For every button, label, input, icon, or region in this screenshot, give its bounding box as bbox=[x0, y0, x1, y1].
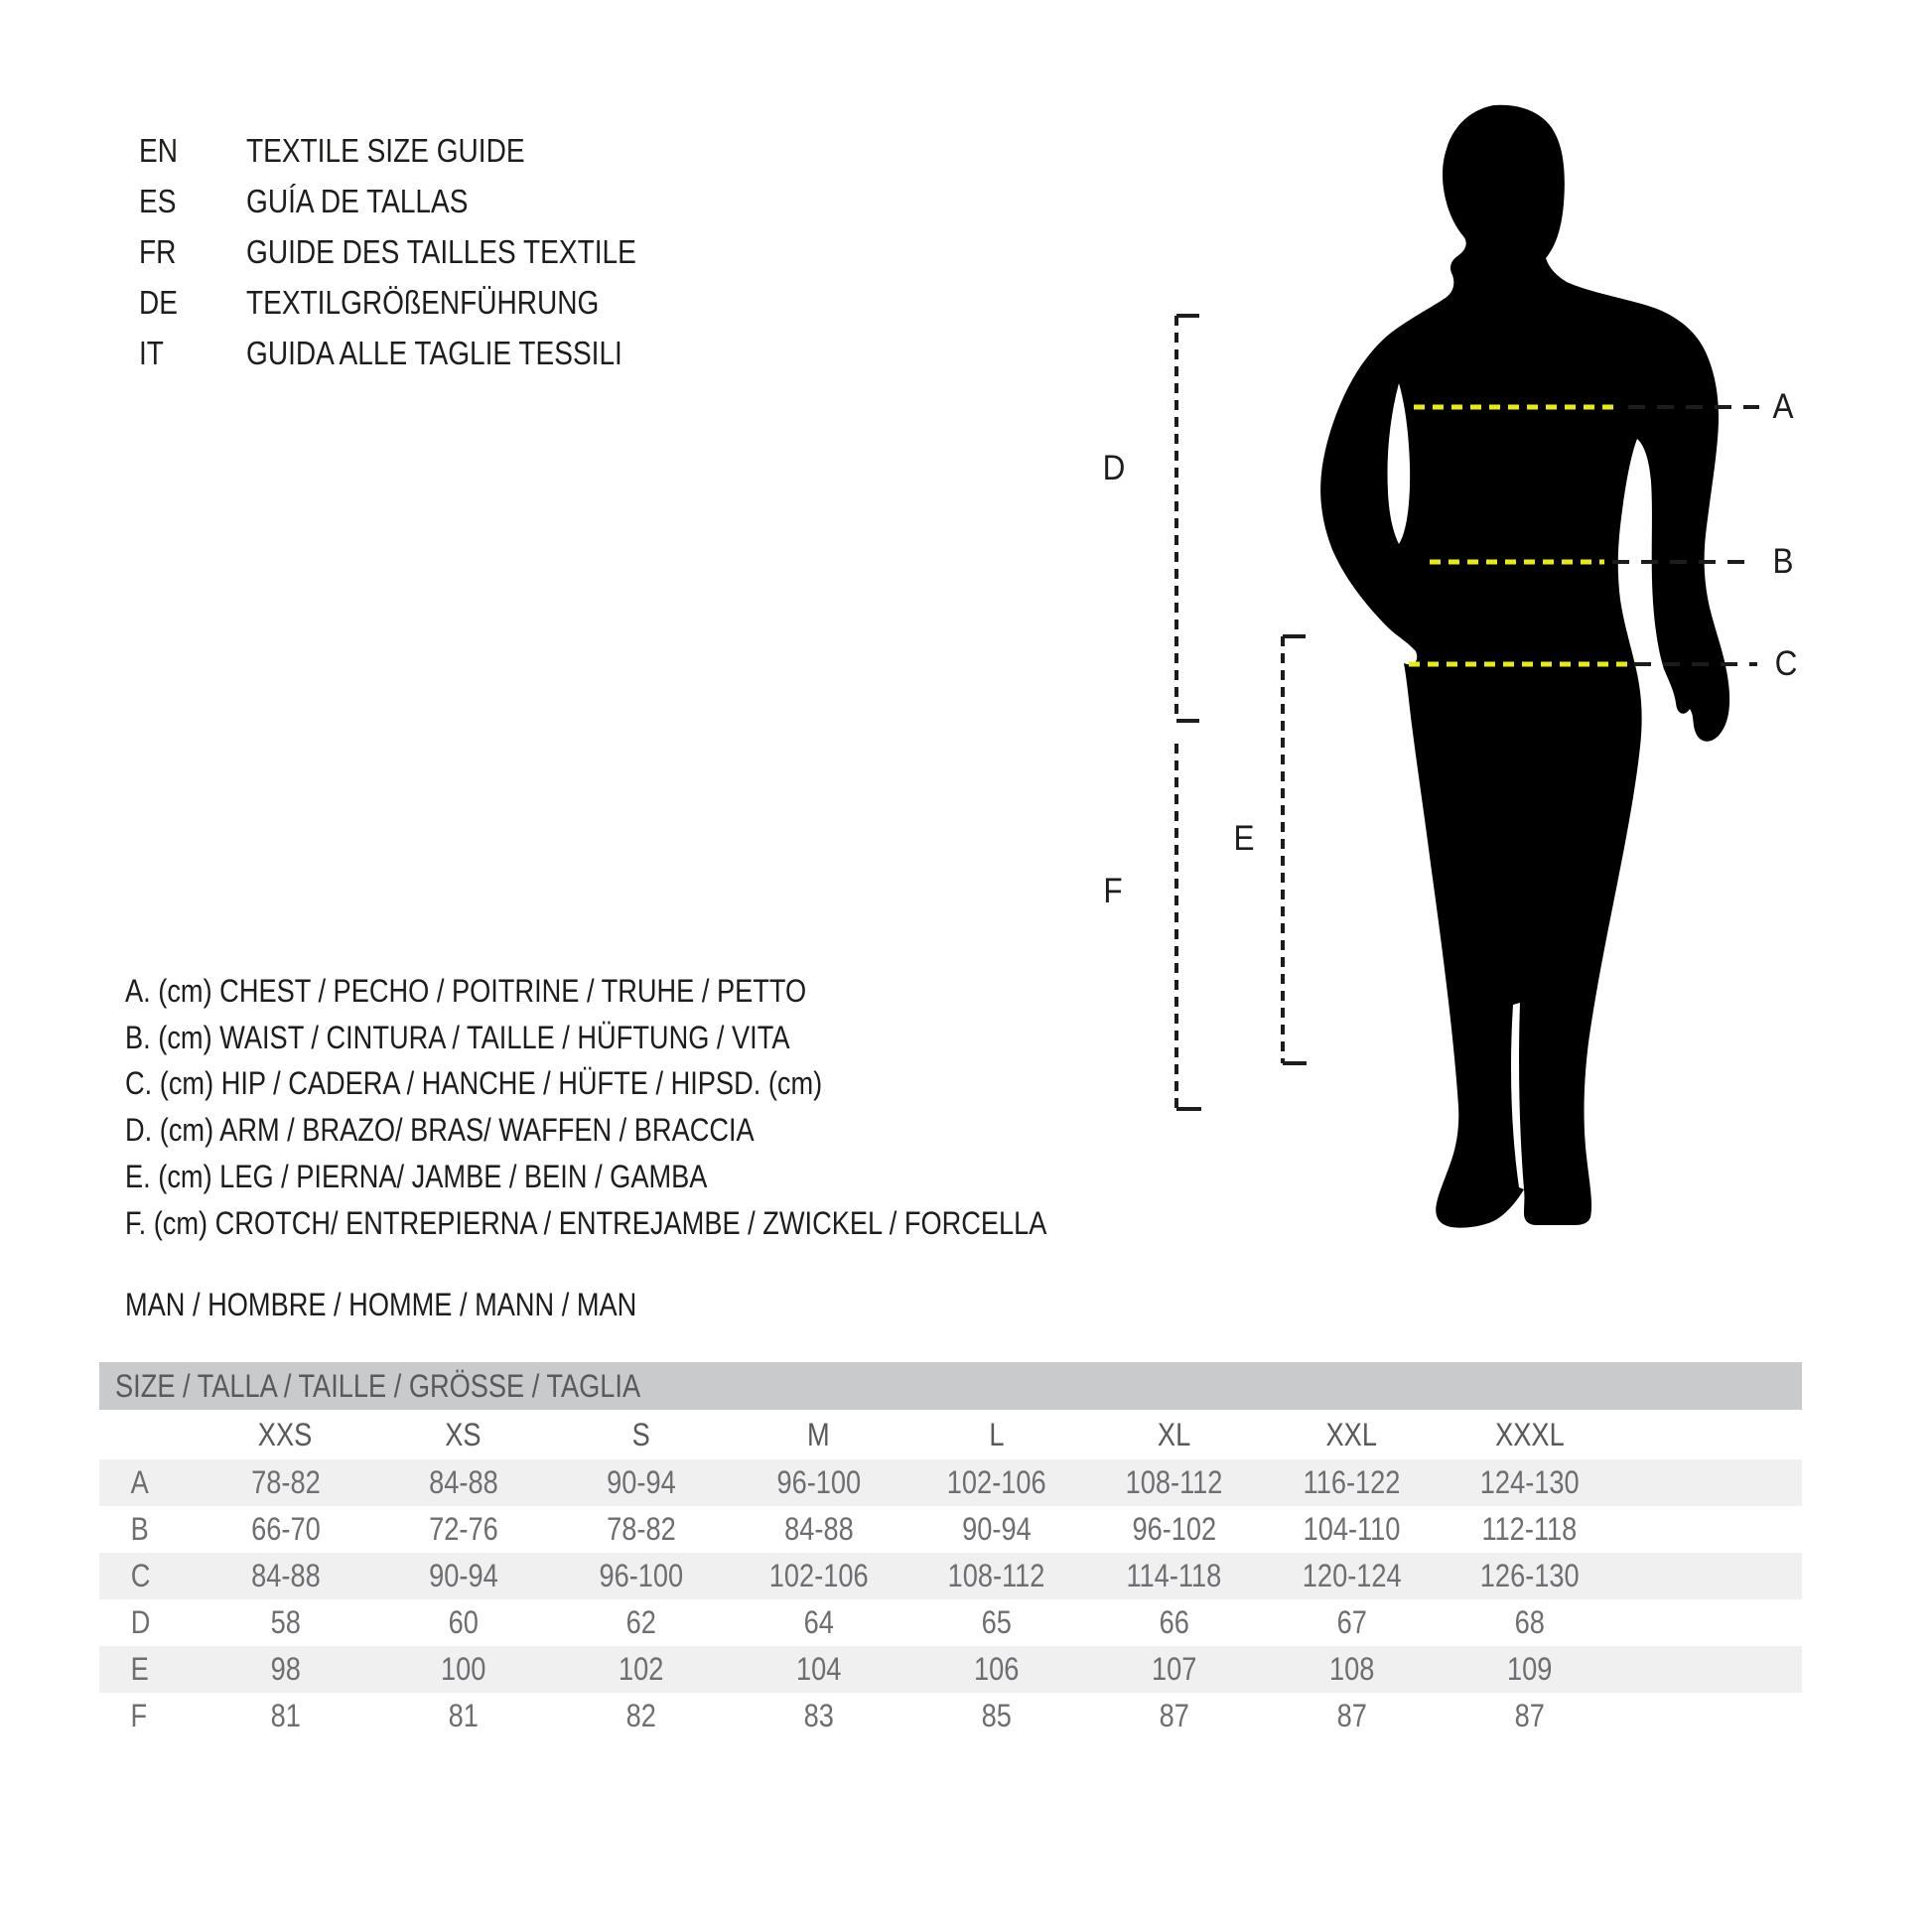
cell: 102-106 bbox=[946, 1464, 1046, 1500]
cell: 83 bbox=[803, 1698, 834, 1733]
cell: 68 bbox=[1514, 1604, 1545, 1640]
legend-line-arm bbox=[125, 1110, 1118, 1150]
category-text: MAN / HOMBRE / HOMME / MANN / MAN bbox=[125, 1287, 637, 1322]
cell: 84-88 bbox=[250, 1558, 321, 1593]
size-table-header-text: SIZE / TALLA / TAILLE / GRÖSSE / TAGLIA bbox=[115, 1368, 641, 1404]
legend-line-crotch bbox=[125, 1203, 1118, 1243]
legend-text: E. (cm) LEG / PIERNA/ JAMBE / BEIN / GAMBA bbox=[125, 1159, 708, 1194]
label-arm-d bbox=[1101, 449, 1126, 488]
table-row-arm bbox=[99, 1599, 1802, 1646]
language-row bbox=[0, 131, 993, 171]
cell: 82 bbox=[625, 1698, 656, 1733]
size-col-xxxl: XXXL bbox=[1494, 1417, 1565, 1452]
guide-title: GUIDE DES TAILLES TEXTILE bbox=[246, 233, 636, 270]
cell: 84-88 bbox=[428, 1464, 498, 1500]
label-text: D bbox=[1102, 449, 1126, 487]
size-col-l: L bbox=[988, 1417, 1005, 1452]
cell: 108 bbox=[1328, 1651, 1375, 1687]
cell: 108-112 bbox=[1125, 1464, 1223, 1500]
size-col-xs: XS bbox=[445, 1417, 482, 1452]
table-row-leg bbox=[99, 1646, 1802, 1693]
cell: 114-118 bbox=[1126, 1558, 1222, 1593]
language-row bbox=[0, 232, 993, 272]
cell: 90-94 bbox=[606, 1464, 676, 1500]
language-code: FR bbox=[139, 233, 177, 270]
cell: 96-100 bbox=[599, 1558, 683, 1593]
cell: 90-94 bbox=[428, 1558, 498, 1593]
cell: 60 bbox=[448, 1604, 479, 1640]
cell: 58 bbox=[270, 1604, 301, 1640]
cell: 62 bbox=[625, 1604, 656, 1640]
legend-line-leg bbox=[125, 1157, 1118, 1196]
cell: 81 bbox=[448, 1698, 479, 1733]
cell: 112-118 bbox=[1481, 1511, 1578, 1547]
table-row-hip bbox=[99, 1553, 1802, 1599]
guide-title: GUÍA DE TALLAS bbox=[246, 183, 469, 219]
cell: 81 bbox=[270, 1698, 301, 1733]
cell: 108-112 bbox=[947, 1558, 1045, 1593]
row-key: A bbox=[130, 1464, 149, 1500]
language-code: DE bbox=[139, 284, 178, 321]
legend-text: C. (cm) HIP / CADERA / HANCHE / HÜFTE / HIPSD. (cm) bbox=[125, 1065, 823, 1101]
cell: 104 bbox=[795, 1651, 842, 1687]
guide-title: GUIDA ALLE TAGLIE TESSILI bbox=[246, 335, 622, 371]
cell: 107 bbox=[1151, 1651, 1197, 1687]
language-row bbox=[0, 283, 993, 323]
man-silhouette-diagram bbox=[993, 89, 1847, 1281]
cell: 124-130 bbox=[1479, 1464, 1580, 1500]
legend-text: D. (cm) ARM / BRAZO/ BRAS/ WAFFEN / BRACCIA bbox=[125, 1112, 755, 1148]
size-header-row bbox=[99, 1410, 1802, 1459]
legend-text: B. (cm) WAIST / CINTURA / TAILLE / HÜFTUNG / VITA bbox=[125, 1020, 790, 1055]
label-text: C bbox=[1774, 644, 1798, 683]
cell: 67 bbox=[1336, 1604, 1367, 1640]
legend-line-waist bbox=[125, 1018, 1118, 1057]
label-text: E bbox=[1233, 819, 1255, 858]
cell: 106 bbox=[973, 1651, 1020, 1687]
cell: 120-124 bbox=[1302, 1558, 1402, 1593]
size-table bbox=[99, 1362, 1802, 1739]
row-key: B bbox=[130, 1511, 149, 1547]
label-crotch-f bbox=[1102, 872, 1123, 911]
language-code: ES bbox=[139, 183, 177, 219]
table-row-waist bbox=[99, 1506, 1802, 1553]
cell: 78-82 bbox=[250, 1464, 321, 1500]
row-key: F bbox=[130, 1698, 148, 1733]
table-row-chest bbox=[99, 1459, 1802, 1506]
label-hip-c bbox=[1773, 644, 1798, 684]
cell: 98 bbox=[270, 1651, 301, 1687]
size-table-header bbox=[99, 1362, 1802, 1410]
language-row bbox=[0, 182, 993, 221]
cell: 87 bbox=[1514, 1698, 1545, 1733]
table-row-crotch bbox=[99, 1693, 1802, 1739]
cell: 109 bbox=[1506, 1651, 1553, 1687]
language-code: IT bbox=[139, 335, 164, 371]
row-key: D bbox=[130, 1604, 151, 1640]
legend-line-hip bbox=[125, 1063, 1118, 1103]
cell: 66 bbox=[1159, 1604, 1189, 1640]
cell: 64 bbox=[803, 1604, 834, 1640]
label-text: F bbox=[1103, 872, 1123, 910]
cell: 65 bbox=[981, 1604, 1012, 1640]
cell: 78-82 bbox=[606, 1511, 676, 1547]
size-col-m: M bbox=[807, 1417, 830, 1452]
size-col-xl: XL bbox=[1157, 1417, 1191, 1452]
label-waist-b bbox=[1771, 542, 1794, 582]
guide-title: TEXTILE SIZE GUIDE bbox=[246, 132, 525, 169]
label-text: A bbox=[1772, 387, 1794, 426]
cell: 104-110 bbox=[1303, 1511, 1401, 1547]
language-row bbox=[0, 334, 993, 373]
cell: 126-130 bbox=[1479, 1558, 1580, 1593]
cell: 90-94 bbox=[961, 1511, 1032, 1547]
guide-title: TEXTILGRÖßENFÜHRUNG bbox=[246, 284, 600, 321]
cell: 96-100 bbox=[776, 1464, 861, 1500]
language-code: EN bbox=[139, 132, 178, 169]
cell: 116-122 bbox=[1303, 1464, 1401, 1500]
cell: 66-70 bbox=[250, 1511, 321, 1547]
category-line bbox=[125, 1285, 727, 1324]
legend-text: F. (cm) CROTCH/ ENTREPIERNA / ENTREJAMBE / ZWICKEL / FORCELLA bbox=[125, 1205, 1047, 1241]
label-chest-a bbox=[1771, 387, 1794, 427]
legend-line-chest bbox=[125, 971, 1118, 1011]
legend-text: A. (cm) CHEST / PECHO / POITRINE / TRUHE / PETTO bbox=[125, 973, 807, 1009]
label-leg-e bbox=[1232, 819, 1255, 859]
cell: 100 bbox=[440, 1651, 486, 1687]
cell: 87 bbox=[1159, 1698, 1189, 1733]
label-text: B bbox=[1772, 542, 1794, 581]
cell: 102-106 bbox=[768, 1558, 869, 1593]
cell: 87 bbox=[1336, 1698, 1367, 1733]
cell: 84-88 bbox=[783, 1511, 854, 1547]
cell: 96-102 bbox=[1132, 1511, 1216, 1547]
size-header-spacer bbox=[99, 1410, 197, 1459]
row-key: C bbox=[130, 1558, 151, 1593]
cell: 72-76 bbox=[428, 1511, 498, 1547]
row-key: E bbox=[130, 1651, 149, 1687]
cell: 85 bbox=[981, 1698, 1012, 1733]
size-col-xxs: XXS bbox=[258, 1417, 313, 1452]
size-header-filler bbox=[1618, 1410, 1802, 1459]
cell: 102 bbox=[618, 1651, 664, 1687]
size-col-xxl: XXL bbox=[1325, 1417, 1378, 1452]
size-col-s: S bbox=[631, 1417, 650, 1452]
